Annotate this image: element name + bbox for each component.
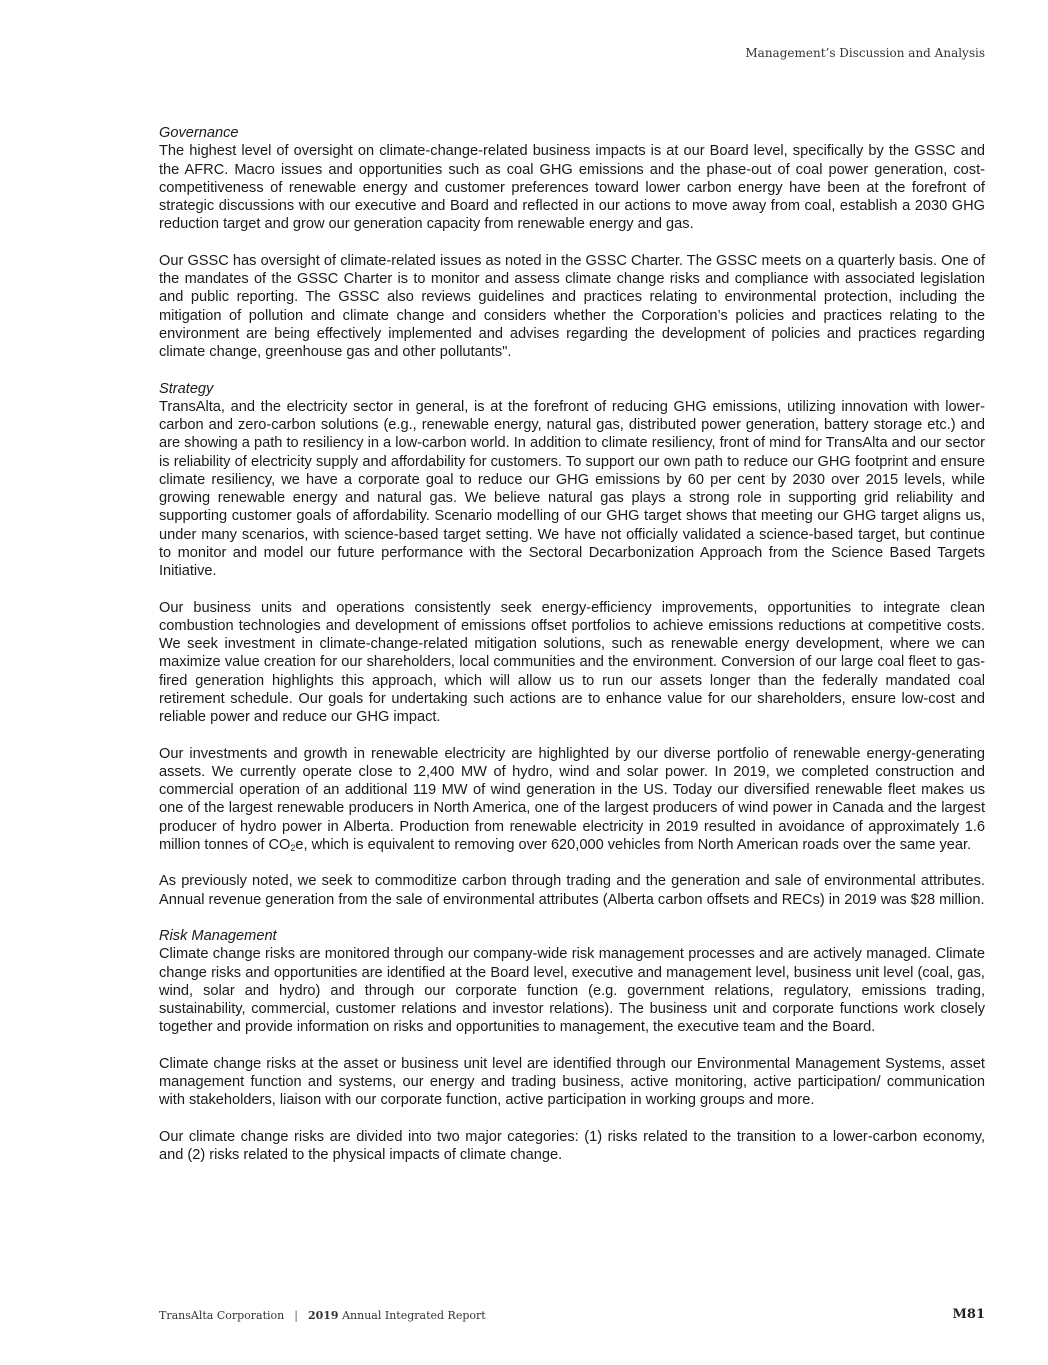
governance-paragraph-2: Our GSSC has oversight of climate-related issues as noted in the GSSC Charter. The GSSC meets on a quarterly basis. One of the mandates of the GSSC Charter is to monitor and assess climate change risks and compliance with associated legislation and public reporting. The GSSC also reviews guidelines and practices relating to environmental protection, including the mitigation of pollution and climate change and considers whether the Corporation’s policies and practices relating to the environment are being effectively implemented and advises regarding the development of policies and practices regarding climate change, greenhouse gas and other pollutants". [159, 252, 985, 360]
footer-left [159, 1309, 486, 1322]
strategy-paragraph-3-text-a: Our investments and growth in renewable electricity are highlighted by our diverse portfolio of renewable energy-generating assets. We currently operate close to 2,400 MW of hydro, wind and solar power. In 2019, we completed construction and commercial operation of an additional 119 MW of wind generation in the US. Today our diversified renewable fleet makes us one of the largest renewable producers in North America, one of the largest producers of wind power in Canada and the largest producer of hydro power in Alberta. Production from renewable electricity in 2019 resulted in avoidance of approximately 1.6 million tonnes of CO [159, 745, 985, 853]
page-footer [159, 1308, 985, 1324]
document-body [159, 124, 985, 1183]
risk-management-section [159, 927, 985, 1164]
governance-paragraph-1: The highest level of oversight on climate-change-related business impacts is at our Board level, specifically by the GSSC and the AFRC. Macro issues and opportunities such as coal GHG emissions and the phase-out of coal power generation, cost-competitiveness of renewable energy and customer preferences toward lower carbon energy have been at the forefront of strategic discussions with our executive and Board and reflected in our actions to move away from coal, establish a 2030 GHG reduction target and grow our generation capacity from renewable energy and gas. [159, 143, 985, 233]
co2-subscript: 2 [290, 842, 296, 853]
footer-separator: | [294, 1309, 298, 1322]
footer-year: 2019 [307, 1309, 339, 1322]
strategy-paragraph-4: As previously noted, we seek to commoditize carbon through trading and the generation and sale of environmental attributes. Annual revenue generation from the sale of environmental attributes (Alberta carbon offsets and RECs) in 2019 was $28 million. [159, 873, 985, 908]
running-header: Management’s Discussion and Analysis [745, 46, 985, 60]
governance-section [159, 124, 985, 361]
strategy-heading: Strategy [159, 380, 214, 397]
risk-paragraph-3: Our climate change risks are divided into two major categories: (1) risks related to the transition to a lower-carbon economy, and (2) risks related to the physical impacts of climate change. [159, 1128, 985, 1163]
risk-management-heading: Risk Management [159, 928, 277, 944]
footer-report-name: Annual Integrated Report [342, 1309, 486, 1322]
strategy-paragraph-1: TransAlta, and the electricity sector in general, is at the forefront of reducing GHG emissions, utilizing innovation with lower-carbon and zero-carbon solutions (e.g., renewable energy, natural gas, distributed power generation, battery storage etc.) and are showing a path to resiliency in a low-carbon world. In addition to climate resiliency, front of mind for TransAlta and our sector is reliability of electricity supply and affordability for customers. To support our own path to reduce our GHG footprint and ensure climate resiliency, we have a corporate goal to reduce our GHG emissions by 60 per cent by 2030 over 2015 levels, while growing renewable energy and natural gas. We believe natural gas plays a strong role in supporting grid reliability and supporting customer goals of affordability. Scenario modelling of our GHG target shows that meeting our GHG target aligns us, under many scenarios, with science-based target setting. We have not officially validated a science-based target, but continue to monitor and model our future performance with the Sectoral Decarbonization Approach from the Science Based Targets Initiative. [159, 398, 985, 579]
strategy-section [159, 380, 985, 909]
strategy-paragraph-3-text-b: e, which is equivalent to removing over 620,000 vehicles from North American roads over the same year. [295, 836, 972, 853]
risk-paragraph-2: Climate change risks at the asset or business unit level are identified through our Environmental Management Systems, asset management function and systems, our energy and trading business, active monitoring, active participation/ communication with stakeholders, liaison with our corporate function, active participation in working groups and more. [159, 1055, 985, 1109]
strategy-paragraph-2: Our business units and operations consistently seek energy-efficiency improvements, opportunities to integrate clean combustion technologies and development of emissions offset portfolios to achieve emissions reductions at competitive costs. We seek investment in climate-change-related mitigation solutions, such as renewable energy development, where we can maximize value creation for our shareholders, local communities and the environment. Conversion of our large coal fleet to gas-fired generation highlights this approach, which will allow us to run our assets longer than the federally mandated coal retirement schedule. Our goals for undertaking such actions are to enhance value for our shareholders, ensure low-cost and reliable power and reduce our GHG impact. [159, 599, 985, 725]
governance-heading: Governance [159, 125, 239, 141]
strategy-paragraph-3 [159, 745, 985, 855]
page-number: M81 [952, 1307, 985, 1322]
risk-paragraph-1: Climate change risks are monitored through our company-wide risk management processes and are actively managed. Climate change risks and opportunities are identified at the Board level, executive and management level, business unit level (coal, gas, wind, solar and hydro) and through our corporate function (e.g. government relations, regulatory, emissions trading, sustainability, commercial, customer relations and investor relations). The business unit and corporate functions work closely together and provide information on risks and opportunities to management, the executive team and the Board. [159, 946, 985, 1036]
footer-company: TransAlta Corporation [159, 1309, 285, 1322]
